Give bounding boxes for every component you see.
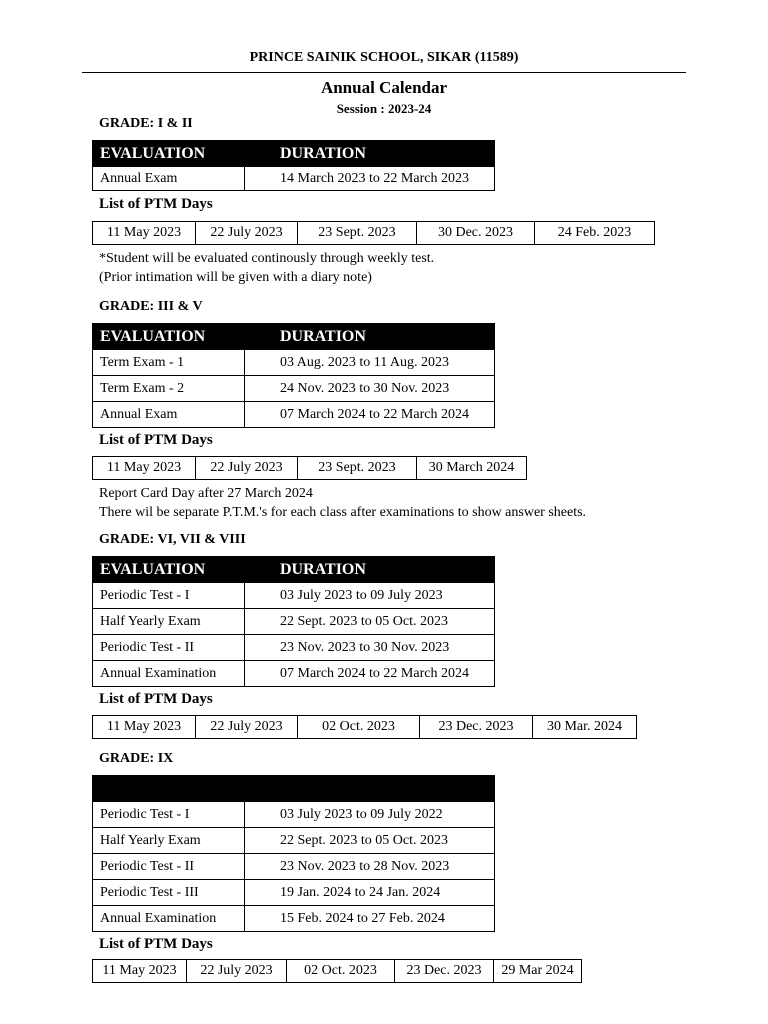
table-row (93, 583, 495, 609)
duration-column-header: DURATION (245, 324, 495, 350)
table-row (93, 880, 495, 906)
evaluation-column-header (93, 776, 245, 802)
evaluation-name: Annual Exam (93, 167, 245, 191)
table-row (93, 716, 637, 739)
evaluation-table-6-8 (92, 556, 495, 687)
table-row (93, 350, 495, 376)
ptm-days-table-3-5 (92, 456, 527, 480)
table-row (93, 661, 495, 687)
ptm-day: 23 Dec. 2023 (420, 716, 533, 739)
ptm-list-label: List of PTM Days (99, 936, 213, 952)
table-row (93, 906, 495, 932)
table-row (93, 457, 527, 480)
note-text: There wil be separate P.T.M.'s for each class after examinations to show answer sheets. (99, 505, 587, 520)
ptm-list-label: List of PTM Days (99, 196, 213, 212)
table-row (93, 609, 495, 635)
evaluation-duration: 22 Sept. 2023 to 05 Oct. 2023 (245, 609, 495, 635)
evaluation-duration: 19 Jan. 2024 to 24 Jan. 2024 (245, 880, 495, 906)
evaluation-column-header: EVALUATION (93, 324, 245, 350)
table-row (93, 802, 495, 828)
note-text: *Student will be evaluated continously through weekly test. (99, 251, 435, 266)
evaluation-column-header: EVALUATION (93, 141, 245, 167)
evaluation-name: Term Exam - 1 (93, 350, 245, 376)
evaluation-header-row (93, 557, 495, 583)
evaluation-duration: 03 Aug. 2023 to 11 Aug. 2023 (245, 350, 495, 376)
ptm-day: 29 Mar 2024 (494, 960, 582, 983)
ptm-day: 11 May 2023 (93, 960, 187, 983)
evaluation-name: Periodic Test - II (93, 854, 245, 880)
school-name: PRINCE SAINIK SCHOOL, SIKAR (11589) (249, 50, 519, 65)
evaluation-header-row (93, 141, 495, 167)
ptm-day: 23 Sept. 2023 (298, 222, 417, 245)
grade-heading-9: GRADE: IX (99, 751, 174, 766)
ptm-days-table-9 (92, 959, 582, 983)
ptm-day: 30 Dec. 2023 (417, 222, 535, 245)
ptm-list-label: List of PTM Days (99, 432, 213, 448)
evaluation-column-header: EVALUATION (93, 557, 245, 583)
duration-column-header: DURATION (245, 141, 495, 167)
evaluation-duration: 03 July 2023 to 09 July 2022 (245, 802, 495, 828)
table-row (93, 376, 495, 402)
evaluation-table-3-5 (92, 323, 495, 428)
ptm-day: 22 July 2023 (196, 716, 298, 739)
ptm-day: 11 May 2023 (93, 716, 196, 739)
evaluation-name: Half Yearly Exam (93, 828, 245, 854)
ptm-day: 22 July 2023 (196, 457, 298, 480)
ptm-day: 23 Dec. 2023 (395, 960, 494, 983)
table-row (93, 635, 495, 661)
table-row (93, 828, 495, 854)
grade-heading-6-8: GRADE: VI, VII & VIII (99, 532, 246, 547)
evaluation-name: Periodic Test - III (93, 880, 245, 906)
ptm-list-label: List of PTM Days (99, 691, 213, 707)
ptm-day: 02 Oct. 2023 (298, 716, 420, 739)
ptm-day: 02 Oct. 2023 (287, 960, 395, 983)
evaluation-table-9 (92, 775, 495, 932)
evaluation-name: Periodic Test - II (93, 635, 245, 661)
note-text: (Prior intimation will be given with a diary note) (99, 270, 372, 285)
table-row (93, 167, 495, 191)
ptm-day: 22 July 2023 (187, 960, 287, 983)
evaluation-name: Half Yearly Exam (93, 609, 245, 635)
page-title: Annual Calendar (320, 78, 448, 97)
evaluation-duration: 03 July 2023 to 09 July 2023 (245, 583, 495, 609)
evaluation-duration: 22 Sept. 2023 to 05 Oct. 2023 (245, 828, 495, 854)
note-text: Report Card Day after 27 March 2024 (99, 486, 313, 501)
evaluation-table-1-2 (92, 140, 495, 191)
evaluation-name: Periodic Test - I (93, 583, 245, 609)
ptm-day: 11 May 2023 (93, 457, 196, 480)
session-label: Session : 2023-24 (336, 101, 432, 116)
evaluation-header-row (93, 324, 495, 350)
evaluation-name: Periodic Test - I (93, 802, 245, 828)
evaluation-duration: 07 March 2024 to 22 March 2024 (245, 402, 495, 428)
evaluation-duration: 14 March 2023 to 22 March 2023 (245, 167, 495, 191)
evaluation-name: Annual Examination (93, 661, 245, 687)
evaluation-duration: 15 Feb. 2024 to 27 Feb. 2024 (245, 906, 495, 932)
evaluation-name: Annual Examination (93, 906, 245, 932)
evaluation-name: Term Exam - 2 (93, 376, 245, 402)
evaluation-header-row (93, 776, 495, 802)
header-divider (82, 72, 686, 73)
duration-column-header (245, 776, 495, 802)
table-row (93, 402, 495, 428)
table-row (93, 222, 655, 245)
grade-heading-3-5: GRADE: III & V (99, 299, 203, 314)
ptm-days-table-6-8 (92, 715, 637, 739)
ptm-day: 30 March 2024 (417, 457, 527, 480)
ptm-days-table-1-2 (92, 221, 655, 245)
evaluation-duration: 23 Nov. 2023 to 28 Nov. 2023 (245, 854, 495, 880)
ptm-day: 23 Sept. 2023 (298, 457, 417, 480)
evaluation-duration: 23 Nov. 2023 to 30 Nov. 2023 (245, 635, 495, 661)
ptm-day: 22 July 2023 (196, 222, 298, 245)
evaluation-name: Annual Exam (93, 402, 245, 428)
grade-heading-1-2: GRADE: I & II (99, 116, 193, 131)
evaluation-duration: 24 Nov. 2023 to 30 Nov. 2023 (245, 376, 495, 402)
ptm-day: 30 Mar. 2024 (533, 716, 637, 739)
evaluation-duration: 07 March 2024 to 22 March 2024 (245, 661, 495, 687)
table-row (93, 960, 582, 983)
table-row (93, 854, 495, 880)
ptm-day: 24 Feb. 2023 (535, 222, 655, 245)
ptm-day: 11 May 2023 (93, 222, 196, 245)
duration-column-header: DURATION (245, 557, 495, 583)
